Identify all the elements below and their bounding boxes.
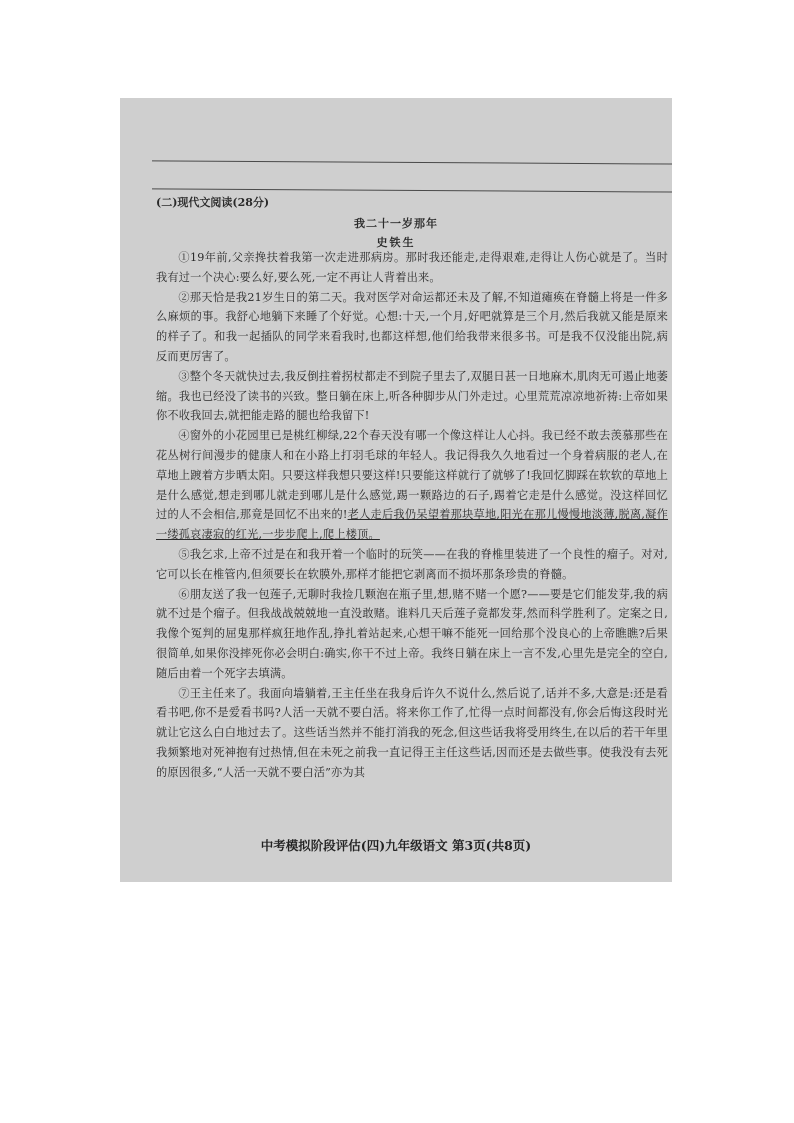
article-title: 我二十一岁那年 bbox=[354, 217, 438, 230]
paragraph-5: ⑤我乞求,上帝不过是在和我开着一个临时的玩笑——在我的脊椎里装进了一个良性的瘤子。对对,它可以长在椎管内,但须要长在软膜外,那样才能把它剥离而不损坏那条珍贵的脊髓。 bbox=[156, 547, 668, 581]
article-author: 史铁生 bbox=[376, 236, 416, 249]
paragraph-2: ②那天恰是我21岁生日的第二天。我对医学对命运都还未及了解,不知道瘫痪在脊髓上将是一件多么麻烦的事。我舒心地躺下来睡了个好觉。心想:十天,一个月,好吧就算是三个月,然后我就又能是原来的样子了。和我一起插队的同学来看我时,也都这样想,他们给我带来很多书。可是我不仅没能出院,病反而更厉害了。 bbox=[156, 290, 668, 363]
paragraph-6: ⑥朋友送了我一包莲子,无聊时我捡几颗泡在瓶子里,想,赌不赌一个愿?——要是它们能发芽,我的病就不过是个瘤子。但我战战兢兢地一直没敢赌。谁料几天后莲子竟都发芽,然而科学胜利了。定案之日,我像个冤判的屈鬼那样疯狂地作乱,挣扎着站起来,心想干嘛不能死一回给那个没良心的上帝瞧瞧?后果很简单,如果你没摔死你必会明白:确实,你干不过上帝。我终日躺在床上一言不发,心里先是完全的空白,随后由着一个死字去填满。 bbox=[156, 587, 668, 680]
underlined-sentence: 老人走后我仍呆望着那块草地,阳光在那儿慢慢地淡薄,脱离,凝作一缕孤哀凄寂的红光,一步步爬上,爬上楼顶。 bbox=[156, 508, 669, 542]
article-body bbox=[156, 248, 668, 783]
paragraph-3: ③整个冬天就快过去,我反倒拄着拐杖都走不到院子里去了,双腿日甚一日地麻木,肌肉无可遏止地萎缩。我也已经没了读书的兴致。整日躺在床上,听各种脚步从门外走过。心里荒荒凉凉地祈祷:上帝如果你不收我回去,就把能走路的腿也给我留下! bbox=[156, 369, 668, 423]
scanned-exam-page bbox=[120, 98, 672, 882]
page-footer: 中考模拟阶段评估(四)九年级语文 第3页(共8页) bbox=[260, 838, 532, 853]
paragraph-4: ④窗外的小花园里已是桃红柳绿,22个春天没有哪一个像这样让人心抖。我已经不敢去羡慕那些在花丛树行间漫步的健康人和在小路上打羽毛球的年轻人。我记得我久久地看过一个身着病服的老人,在草地上踱着方步晒太阳。只要这样我想只要这样!只要能这样就行了就够了!我回忆脚踩在软软的草地上是什么感觉,想走到哪儿就走到哪儿是什么感觉,踢一颗路边的石子,踢着它走是什么感觉。没这样回忆过的人不会相信,那竟是回忆不出来的!老人走后我仍呆望着那块草地,阳光在那儿慢慢地淡薄,脱离,凝作一缕孤哀凄寂的红光,一步步爬上,爬上楼顶。 bbox=[156, 429, 669, 542]
paragraph-7: ⑦王主任来了。我面向墙躺着,王主任坐在我身后许久不说什么,然后说了,话并不多,大意是:还是看看书吧,你不是爱看书吗?人活一天就不要白活。将来你工作了,忙得一点时间都没有,你会后悔这段时光就让它这么白白地过去了。这些话当然并不能打消我的死念,但这些话我将受用终生,在以后的若干年里我频繁地对死神抱有过热情,但在未死之前我一直记得王主任这些话,因而还是去做些事。使我没有去死的原因很多,“人活一天就不要白活”亦为其 bbox=[156, 686, 668, 779]
section-heading: (二)现代文阅读(28分) bbox=[156, 196, 270, 209]
paragraph-1: ①19年前,父亲搀扶着我第一次走进那病房。那时我还能走,走得艰难,走得让人伤心就是了。当时我有过一个决心:要么好,要么死,一定不再让人背着出来。 bbox=[156, 251, 668, 284]
top-divider-line bbox=[152, 160, 672, 164]
section-divider-line bbox=[152, 188, 672, 192]
